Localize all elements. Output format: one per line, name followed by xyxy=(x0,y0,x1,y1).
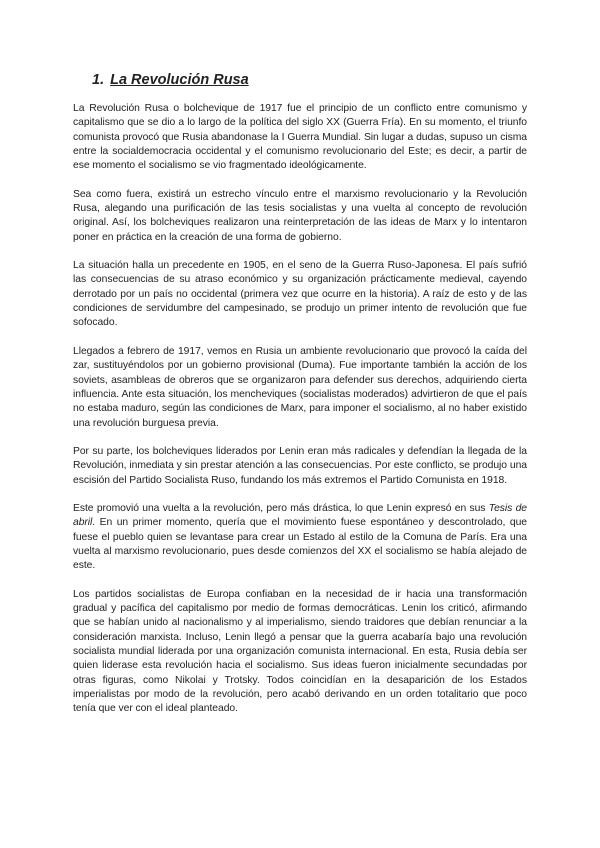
paragraph-6-before: Este promovió una vuelta a la revolución, pero más drástica, lo que Lenin expresó en sus xyxy=(73,502,489,514)
paragraph-5: Por su parte, los bolcheviques liderados por Lenin eran más radicales y defendían la llegada de la Revolución, inmediata y sin prestar atención a las consecuencias. Por este conflicto, se produjo una escisión del Partido Socialista Ruso, fundando los más extremos el Partido Comunista en 1918. xyxy=(73,445,527,486)
paragraph-7: Los partidos socialistas de Europa confiaban en la necesidad de ir hacia una transformación gradual y pacífica del capitalismo por medio de formas democráticas. Lenin los criticó, afirmando que se habían unido al nacionalismo y al imperialismo, siendo traidores que debían renunciar a la consideración marxista. Incluso, Lenin llegó a pensar que la guerra acabaría bajo una revolución socialista mundial liderada por una organización comunista internacional. En esta, Rusia debía ser quien liderase esta revolución hacia el socialismo. Sus ideas fueron inicialmente secundadas por otras figuras, como Nikolai y Trotsky. Todos coincidían en la desaparición de los Estados imperialistas por modo de la revolución, pero acabó derivando en un orden totalitario que poco tenía que ver con el ideal planteado. xyxy=(73,588,527,715)
book-title-tesis-de-abril: Tesis de abril xyxy=(73,502,528,529)
paragraph-3: La situación halla un precedente en 1905, en el seno de la Guerra Ruso-Japonesa. El país sufrió las consecuencias de su atraso económico y su organización prácticamente medieval, cayendo derrotado por un país no occidental (primera vez que ocurre en la historia). A raíz de esto y de las condiciones de servidumbre del campesinado, se produjo un primer intento de revolución que fue sofocado. xyxy=(73,260,527,329)
section-title: La Revolución Rusa xyxy=(110,72,249,88)
section-heading xyxy=(92,70,249,90)
paragraph-2: Sea como fuera, existirá un estrecho vínculo entre el marxismo revolucionario y la Revolución Rusa, alegando una purificación de las tesis socialistas y una vuelta al concepto de revolución original. Así, los bolcheviques realizaron una reinterpretación de las ideas de Marx y lo intentaron poner en práctica en la creación de una forma de gobierno. xyxy=(73,188,527,243)
paragraph-1: La Revolución Rusa o bolchevique de 1917 fue el principio de un conflicto entre comunismo y capitalismo que se dio a lo largo de la política del siglo XX (Guerra Fría). En su momento, el triunfo comunista provocó que Rusia abandonase la I Guerra Mundial. Sin lugar a dudas, supuso un cisma entre la socialdemocracia occidental y el comunismo revolucionario del Este; es decir, a partir de ese momento el socialismo se vio fragmentado ideológicamente. xyxy=(73,103,527,172)
paragraph-6-after: . En un primer momento, quería que el movimiento fuese espontáneo y descontrolado, que fuese el pueblo quien se levantase para crear un Estado al estilo de la Comuna de París. Era una vuelta al marxismo revolucionario, pues desde comienzos del XX el socialismo se había alejado de este. xyxy=(73,517,527,572)
document-body xyxy=(73,102,527,731)
paragraph-4: Llegados a febrero de 1917, vemos en Rusia un ambiente revolucionario que provocó la caída del zar, sustituyéndolos por un gobierno provisional (Duma). Fue importante también la acción de los soviets, asambleas de obreros que se organizaron para defender sus derechos, adquiriendo cierta influencia. Ante esta situación, los mencheviques (socialistas moderados) advirtieron de que el país no estaba maduro, según las condiciones de Marx, para imponer el socialismo, al no haber existido una revolución burguesa previa. xyxy=(73,345,527,429)
section-number: 1. xyxy=(92,72,105,88)
paragraph-6 xyxy=(73,502,527,574)
